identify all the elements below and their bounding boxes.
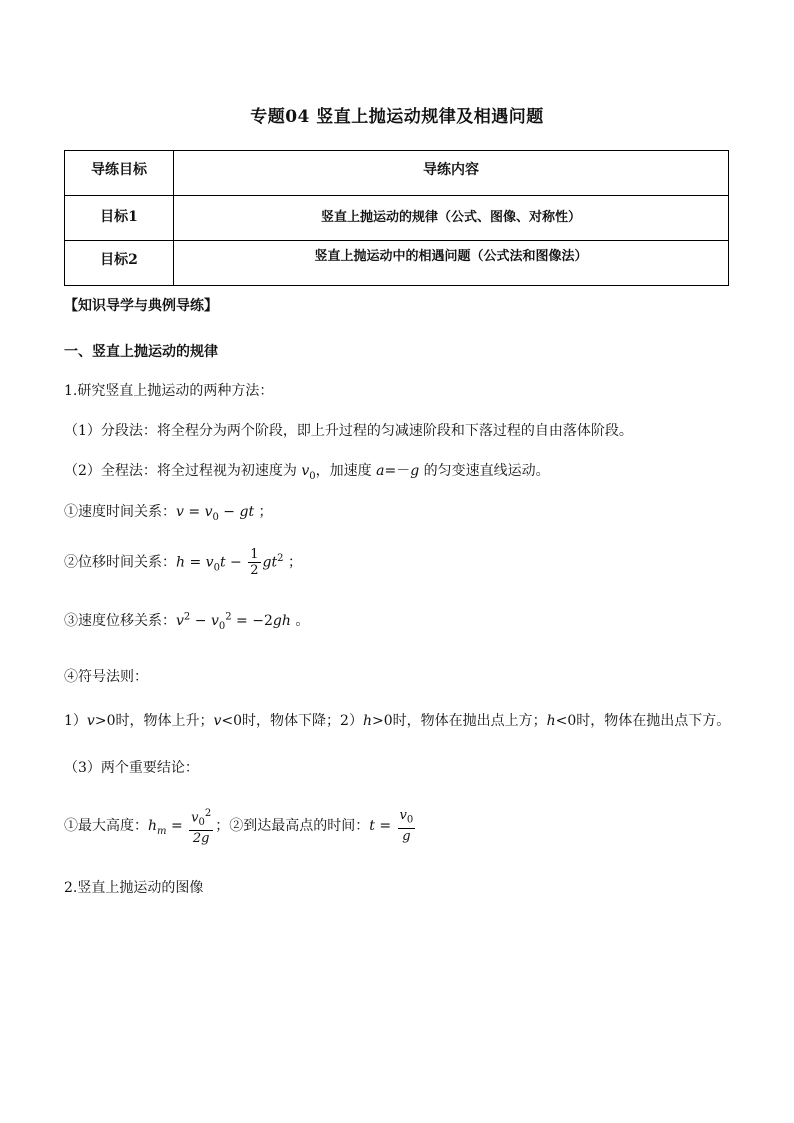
var: t (369, 817, 375, 834)
sub: 0 (212, 511, 219, 523)
var: h (148, 817, 158, 834)
table-cell-content: 竖直上抛运动的规律（公式、图像、对称性） (174, 196, 729, 241)
fraction (189, 806, 213, 846)
var: v (176, 613, 184, 629)
subsection-heading: 一、竖直上抛运动的规律 (64, 344, 218, 360)
page-title: 专题04 竖直上抛运动规律及相遇问题 (250, 107, 544, 127)
table-cell-content: 竖直上抛运动中的相遇问题（公式法和图像法） (174, 241, 729, 286)
denominator: 2g (192, 830, 210, 846)
table-header-goal: 导练目标 (65, 151, 174, 196)
table-cell-goal: 目标2 (65, 241, 174, 286)
denominator: g (402, 828, 411, 844)
var: v (204, 504, 213, 520)
op: = (183, 504, 205, 520)
paragraph-method1: （1）分段法：将全程分为两个阶段，即上升过程的匀减速阶段和下落过程的自由落体阶段。 (64, 423, 633, 439)
table-header-content: 导练内容 (174, 151, 729, 196)
text: =－ (384, 463, 411, 479)
table-row (65, 196, 729, 241)
sub: 0 (309, 470, 316, 482)
fraction (398, 808, 416, 844)
rule-label: ④符号法则： (64, 669, 148, 685)
var: v (205, 554, 214, 571)
formula-velocity-time (64, 501, 273, 523)
label: ①速度时间关系： (64, 504, 176, 520)
text: ①最大高度： (64, 817, 148, 834)
var: v (86, 713, 95, 729)
numerator (189, 806, 213, 831)
conclusions (64, 806, 417, 846)
text: ，加速度 (315, 463, 377, 479)
paragraph-item2: 2.竖直上抛运动的图像 (64, 880, 204, 896)
label: ②位移时间关系： (64, 554, 176, 571)
denominator: 2 (250, 563, 259, 578)
text: >0时，物体上升； (94, 713, 214, 729)
paragraph-method2 (64, 460, 550, 482)
var: gh (272, 613, 291, 629)
var: v (176, 504, 184, 520)
op: ； (254, 504, 273, 520)
var: v (399, 808, 407, 824)
op: = −2 (231, 613, 273, 629)
text: （2）全程法：将全过程视为初速度为 (64, 463, 302, 479)
var: h (362, 713, 372, 729)
var: gt (239, 504, 255, 520)
label: ③速度位移关系： (64, 613, 176, 629)
sup: 2 (204, 808, 212, 819)
sup: 2 (225, 611, 232, 623)
formula-velocity-displacement (64, 610, 309, 632)
var-v0: v (301, 463, 310, 479)
sup: 2 (183, 611, 191, 623)
sub: 0 (213, 562, 220, 574)
section-heading: 【知识导学与典例导练】 (64, 298, 218, 314)
sign-rule (64, 710, 730, 730)
var: h (176, 554, 186, 571)
formula-displacement-time (64, 547, 302, 578)
sub: 0 (218, 620, 226, 632)
paragraph-item1: 1.研究竖直上抛运动的两种方法： (64, 383, 274, 399)
var-a: a (376, 463, 385, 479)
text: 的匀变速直线运动。 (419, 463, 550, 479)
sup: 2 (277, 552, 284, 564)
var: v (191, 810, 199, 826)
text: >0时，物体在抛出点上方； (371, 713, 547, 729)
var: t (219, 554, 226, 571)
text: <0时，物体在抛出点下方。 (555, 713, 731, 729)
sub: 0 (406, 814, 414, 826)
op: 。 (290, 613, 310, 629)
conclusions-label: （3）两个重要结论： (64, 760, 199, 776)
op: ； (283, 554, 302, 571)
var: v (210, 613, 219, 629)
sub: m (157, 825, 167, 837)
text: ；②到达最高点的时间： (215, 817, 370, 834)
op: − (190, 613, 211, 629)
var: gt (262, 554, 278, 571)
table-header-row (65, 151, 729, 196)
var: h (546, 713, 556, 729)
table-cell-goal: 目标1 (65, 196, 174, 241)
var-g: g (410, 463, 420, 479)
numerator (398, 808, 416, 829)
table-row (65, 241, 729, 286)
text: <0时，物体下降；2） (221, 713, 363, 729)
text: 1） (64, 713, 87, 729)
op: = (185, 554, 206, 571)
goals-table (64, 150, 729, 286)
op: − (225, 554, 247, 571)
op: = (166, 817, 188, 834)
numerator: 1 (250, 547, 259, 562)
sub: 0 (198, 816, 205, 828)
op: − (218, 504, 240, 520)
fraction (248, 547, 260, 578)
var: v (213, 713, 222, 729)
op: = (374, 817, 396, 834)
